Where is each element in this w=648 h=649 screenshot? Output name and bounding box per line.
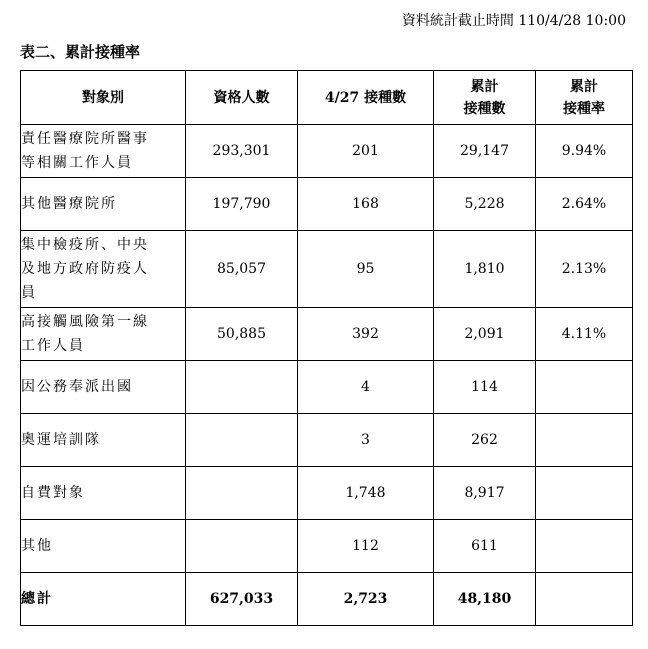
row-target [21, 520, 186, 573]
row-target-line: 奧運培訓隊 [21, 432, 101, 448]
row-daily: 112 [298, 520, 434, 573]
total-rate [536, 573, 633, 626]
total-cumulative: 48,180 [434, 573, 536, 626]
row-target-line: 責任醫療院所醫事 [21, 131, 149, 147]
row-cumulative: 262 [434, 414, 536, 467]
header-target-label: 對象別 [82, 89, 124, 106]
row-target-line: 因公務奉派出國 [21, 379, 133, 395]
row-daily: 3 [298, 414, 434, 467]
table-caption: 表二、累計接種率 [20, 43, 141, 61]
row-rate [536, 361, 633, 414]
total-eligible: 627,033 [186, 573, 298, 626]
row-target-line: 工作人員 [21, 338, 85, 354]
table-header-row [21, 71, 633, 125]
row-target [21, 178, 186, 231]
header-cumulative [434, 71, 536, 125]
row-cumulative: 1,810 [434, 231, 536, 308]
row-eligible: 293,301 [186, 125, 298, 178]
row-cumulative: 5,228 [434, 178, 536, 231]
row-target-line: 及地方政府防疫人 [21, 261, 149, 277]
row-target [21, 467, 186, 520]
table-row [21, 178, 633, 231]
row-daily: 1,748 [298, 467, 434, 520]
table-row [21, 125, 633, 178]
header-eligible-label: 資格人數 [213, 89, 270, 106]
row-target [21, 125, 186, 178]
row-daily: 201 [298, 125, 434, 178]
row-target-line: 其他醫療院所 [21, 196, 117, 212]
row-eligible [186, 467, 298, 520]
header-daily [298, 71, 434, 125]
row-target-line: 其他 [21, 538, 53, 554]
table-row [21, 467, 633, 520]
table-row [21, 308, 633, 361]
row-cumulative: 8,917 [434, 467, 536, 520]
row-eligible: 197,790 [186, 178, 298, 231]
row-cumulative: 2,091 [434, 308, 536, 361]
row-target-line: 等相關工作人員 [21, 155, 133, 171]
row-eligible [186, 520, 298, 573]
header-rate-line2: 接種率 [563, 100, 605, 117]
row-target-line: 自費對象 [21, 485, 85, 501]
row-cumulative: 114 [434, 361, 536, 414]
row-rate: 2.13% [536, 231, 633, 308]
row-target [21, 361, 186, 414]
table-row [21, 520, 633, 573]
table-row [21, 414, 633, 467]
row-rate [536, 520, 633, 573]
row-target-line: 高接觸風險第一線 [21, 314, 149, 330]
row-rate [536, 467, 633, 520]
row-daily: 95 [298, 231, 434, 308]
table-row [21, 231, 633, 308]
row-target [21, 414, 186, 467]
total-daily: 2,723 [298, 573, 434, 626]
row-eligible: 50,885 [186, 308, 298, 361]
table-total-row [21, 573, 633, 626]
header-eligible [186, 71, 298, 125]
header-daily-label: 4/27 接種數 [324, 89, 407, 106]
row-eligible [186, 361, 298, 414]
row-daily: 168 [298, 178, 434, 231]
table-row [21, 361, 633, 414]
header-rate [536, 71, 633, 125]
header-rate-line1: 累計 [570, 78, 598, 95]
row-target-line: 集中檢疫所、中央 [21, 237, 149, 253]
row-target [21, 308, 186, 361]
header-cumulative-line1: 累計 [470, 78, 499, 95]
vaccination-rate-table [20, 70, 633, 626]
total-label: 總計 [21, 573, 186, 626]
row-rate: 2.64% [536, 178, 633, 231]
row-cumulative: 611 [434, 520, 536, 573]
row-rate: 4.11% [536, 308, 633, 361]
row-daily: 4 [298, 361, 434, 414]
row-daily: 392 [298, 308, 434, 361]
header-target [21, 71, 186, 125]
row-eligible [186, 414, 298, 467]
row-cumulative: 29,147 [434, 125, 536, 178]
row-eligible: 85,057 [186, 231, 298, 308]
header-cumulative-line2: 接種數 [463, 100, 506, 117]
row-rate: 9.94% [536, 125, 633, 178]
row-rate [536, 414, 633, 467]
row-target-line: 員 [21, 285, 37, 301]
data-cutoff-timestamp: 資料統計截止時間 110/4/28 10:00 [401, 13, 626, 29]
row-target [21, 231, 186, 308]
